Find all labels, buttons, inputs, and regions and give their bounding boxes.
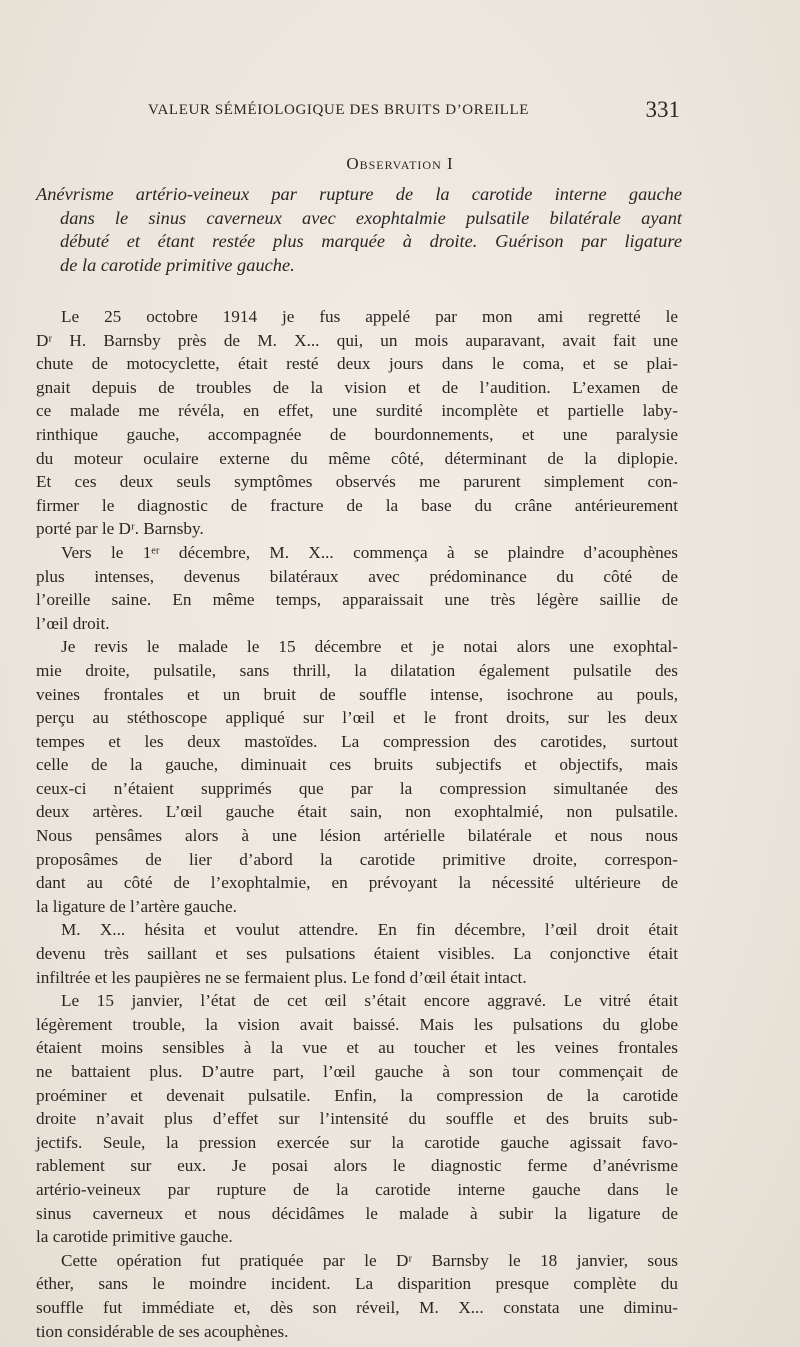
text-line: tion considérable de ses acouphènes. <box>36 1321 289 1341</box>
text-line: mie droite, pulsatile, sans thrill, la dilatation également pulsatile des <box>36 660 678 680</box>
text-line: l’œil droit. <box>36 613 110 633</box>
text-line: Le 25 octobre 1914 je fus appelé par mon ami regretté le <box>61 307 678 326</box>
text-line: du moteur oculaire externe du même côté, déterminant de la diplopie. <box>36 448 678 468</box>
text-line: chute de motocyclette, était resté deux jours dans le coma, et se plai- <box>36 354 678 374</box>
text-line: devenu très saillant et ses pulsations étaient visibles. La conjonctive était <box>36 944 678 964</box>
text-line: dant au côté de l’exophtalmie, en prévoyant la nécessité ultérieure de <box>36 873 678 893</box>
text-line: éther, sans le moindre incident. La disparition presque complète du <box>36 1274 678 1294</box>
text-line: la ligature de l’artère gauche. <box>36 896 237 916</box>
text-line: proéminer et devenait pulsatile. Enfin, la compression de la carotide <box>36 1085 678 1105</box>
text-line: Et ces deux seuls symptômes observés me parurent simplement con- <box>36 472 678 492</box>
observation-label-rest: bservation <box>359 154 442 173</box>
text-line: proposâmes de lier d’abord la carotide primitive droite, correspon- <box>36 849 678 869</box>
text-line: deux artères. L’œil gauche était sain, non exophtalmié, non pulsatile. <box>36 802 678 822</box>
text-line: infiltrée et les paupières ne se fermaient plus. Le fond d’œil était intact. <box>36 967 527 987</box>
text-line: souffle fut immédiate et, dès son réveil, M. X... constata une diminu- <box>36 1297 678 1317</box>
text-line: M. X... hésita et voulut attendre. En fin décembre, l’œil droit était <box>61 920 678 940</box>
text-line: jectifs. Seule, la pression exercée sur la carotide gauche agissait favo- <box>36 1132 678 1152</box>
text-line: plus intenses, devenus bilatéraux avec prédominance du côté de <box>36 566 678 586</box>
text-line: porté par le Dʳ. Barnsby. <box>36 519 204 539</box>
text-line: ne battaient plus. D’autre part, l’œil gauche à son tour commençait de <box>36 1062 678 1081</box>
text-line: Cette opération fut pratiquée par le Dʳ Barnsby le 18 janvier, sous <box>61 1250 678 1270</box>
text-line: Dʳ H. Barnsby près de M. X... qui, un mois auparavant, avait fait une <box>36 330 678 350</box>
running-head <box>148 97 680 126</box>
subtitle-line: débuté et étant restée plus marquée à droite. Guérison par ligature <box>60 231 682 251</box>
text-line: veines frontales et un bruit de souffle intense, isochrone au pouls, <box>36 684 678 704</box>
running-title: VALEUR SÉMÉIOLOGIQUE DES BRUITS D’OREILLE <box>148 102 529 118</box>
body-text <box>36 305 678 1343</box>
text-line: ce malade me révéla, en effet, une surdité incomplète et partielle laby- <box>36 401 678 421</box>
text-line: légèrement trouble, la vision avait baissé. Mais les pulsations du globe <box>36 1014 678 1034</box>
text-line: perçu au stéthoscope appliqué sur l’œil et le front droits, sur les deux <box>36 708 678 728</box>
subtitle-line: Anévrisme artério-veineux par rupture de la carotide interne gauche <box>36 184 682 204</box>
text-line: sinus caverneux et nous décidâmes le malade à subir la ligature de <box>36 1203 678 1223</box>
text-line: celle de la gauche, diminuait ces bruits subjectifs et objectifs, mais <box>36 755 678 775</box>
text-line: droite n’avait plus d’effet sur l’intensité du souffle et des bruits sub- <box>36 1109 678 1129</box>
text-line: Je revis le malade le 15 décembre et je notai alors une exophtal- <box>61 637 678 657</box>
observation-label-initial: O <box>346 154 360 173</box>
text-line: étaient moins sensibles à la vue et au toucher et les veines frontales <box>36 1038 678 1058</box>
text-line: Nous pensâmes alors à une lésion artérielle bilatérale et nous nous <box>36 826 678 846</box>
text-line: artério-veineux par rupture de la carotide interne gauche dans le <box>36 1179 678 1199</box>
page-number: 331 <box>645 97 680 122</box>
observation-numeral: I <box>447 154 454 173</box>
observation-heading <box>0 154 800 174</box>
text-line: gnait depuis de troubles de la vision et de l’audition. L’examen de <box>36 377 678 397</box>
text-line: firmer le diagnostic de fracture de la base du crâne antérieurement <box>36 495 678 515</box>
text-line: la carotide primitive gauche. <box>36 1227 233 1247</box>
text-line: tempes et les deux mastoïdes. La compression des carotides, surtout <box>36 731 678 751</box>
subtitle-line: de la carotide primitive gauche. <box>60 254 295 275</box>
text-line: Vers le 1ᵉʳ décembre, M. X... commença à se plaindre d’acouphènes <box>61 542 678 562</box>
text-line: rablement sur eux. Je posai alors le diagnostic ferme d’anévrisme <box>36 1156 678 1176</box>
text-line: Le 15 janvier, l’état de cet œil s’était encore aggravé. Le vitré était <box>61 991 678 1011</box>
observation-subtitle <box>36 183 682 277</box>
text-line: ceux-ci n’étaient supprimés que par la compression simultanée des <box>36 778 678 798</box>
text-line: rinthique gauche, accompagnée de bourdonnements, et une paralysie <box>36 424 678 444</box>
text-line: l’oreille saine. En même temps, apparaissait une très légère saillie de <box>36 590 678 610</box>
subtitle-line: dans le sinus caverneux avec exophtalmie pulsatile bilatérale ayant <box>60 207 682 228</box>
